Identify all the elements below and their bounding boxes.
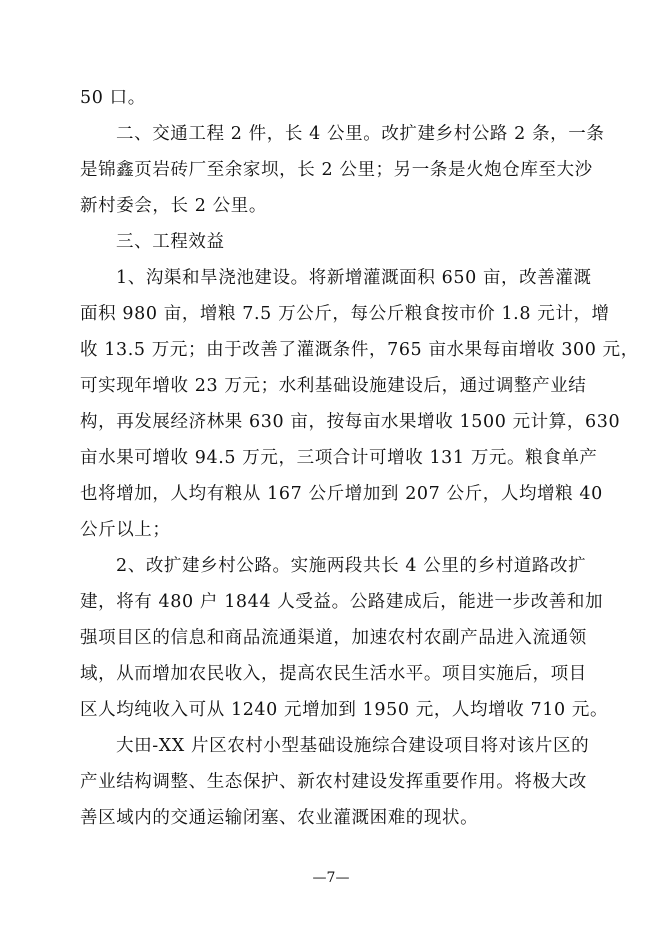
text-line: 大田-XX 片区农村小型基础设施综合建设项目将对该片区的: [116, 736, 590, 756]
text-line: 二、交通工程 2 件，长 4 公里。改扩建乡村公路 2 条，一条: [116, 124, 605, 144]
text-line: 收 13.5 万元；由于改善了灌溉条件，765 亩水果每亩增收 300 元，: [80, 340, 639, 360]
text-line: 也将增加，人均有粮从 167 公斤增加到 207 公斤，人均增粮 40: [80, 484, 603, 504]
text-line: 建，将有 480 户 1844 人受益。公路建成后，能进一步改善和加: [80, 592, 604, 612]
text-line: 强项目区的信息和商品流通渠道，加速农村农副产品进入流通领: [80, 628, 587, 648]
text-line: 2、改扩建乡村公路。实施两段共长 4 公里的乡村道路改扩: [116, 556, 587, 576]
text-line: 区人均纯收入可从 1240 元增加到 1950 元，人均增收 710 元。: [80, 700, 609, 720]
text-line: 产业结构调整、生态保护、新农村建设发挥重要作用。将极大改: [80, 772, 587, 792]
text-line: 公斤以上；: [80, 520, 171, 540]
text-line: 可实现年增收 23 万元；水利基础设施建设后，通过调整产业结: [80, 376, 587, 396]
page-number: —7—: [312, 870, 350, 886]
section-heading: 三、工程效益: [116, 232, 225, 252]
text-line: 50 口。: [80, 88, 146, 108]
text-line: 构，再发展经济林果 630 亩，按每亩水果增收 1500 元计算，630: [80, 412, 621, 432]
text-line: 新村委会，长 2 公里。: [80, 196, 267, 216]
text-line: 善区域内的交通运输闭塞、农业灌溉困难的现状。: [80, 808, 479, 828]
text-line: 1、沟渠和旱浇池建设。将新增灌溉面积 650 亩，改善灌溉: [116, 268, 592, 288]
text-line: 面积 980 亩，增粮 7.5 万公斤，每公斤粮食按市价 1.8 元计，增: [80, 304, 610, 324]
text-line: 域，从而增加农民收入，提高农民生活水平。项目实施后，项目: [80, 664, 587, 684]
text-line: 是锦鑫页岩砖厂至余家坝，长 2 公里；另一条是火炮仓库至大沙: [80, 160, 593, 180]
text-line: 亩水果可增收 94.5 万元，三项合计可增收 131 万元。粮食单产: [80, 448, 598, 468]
